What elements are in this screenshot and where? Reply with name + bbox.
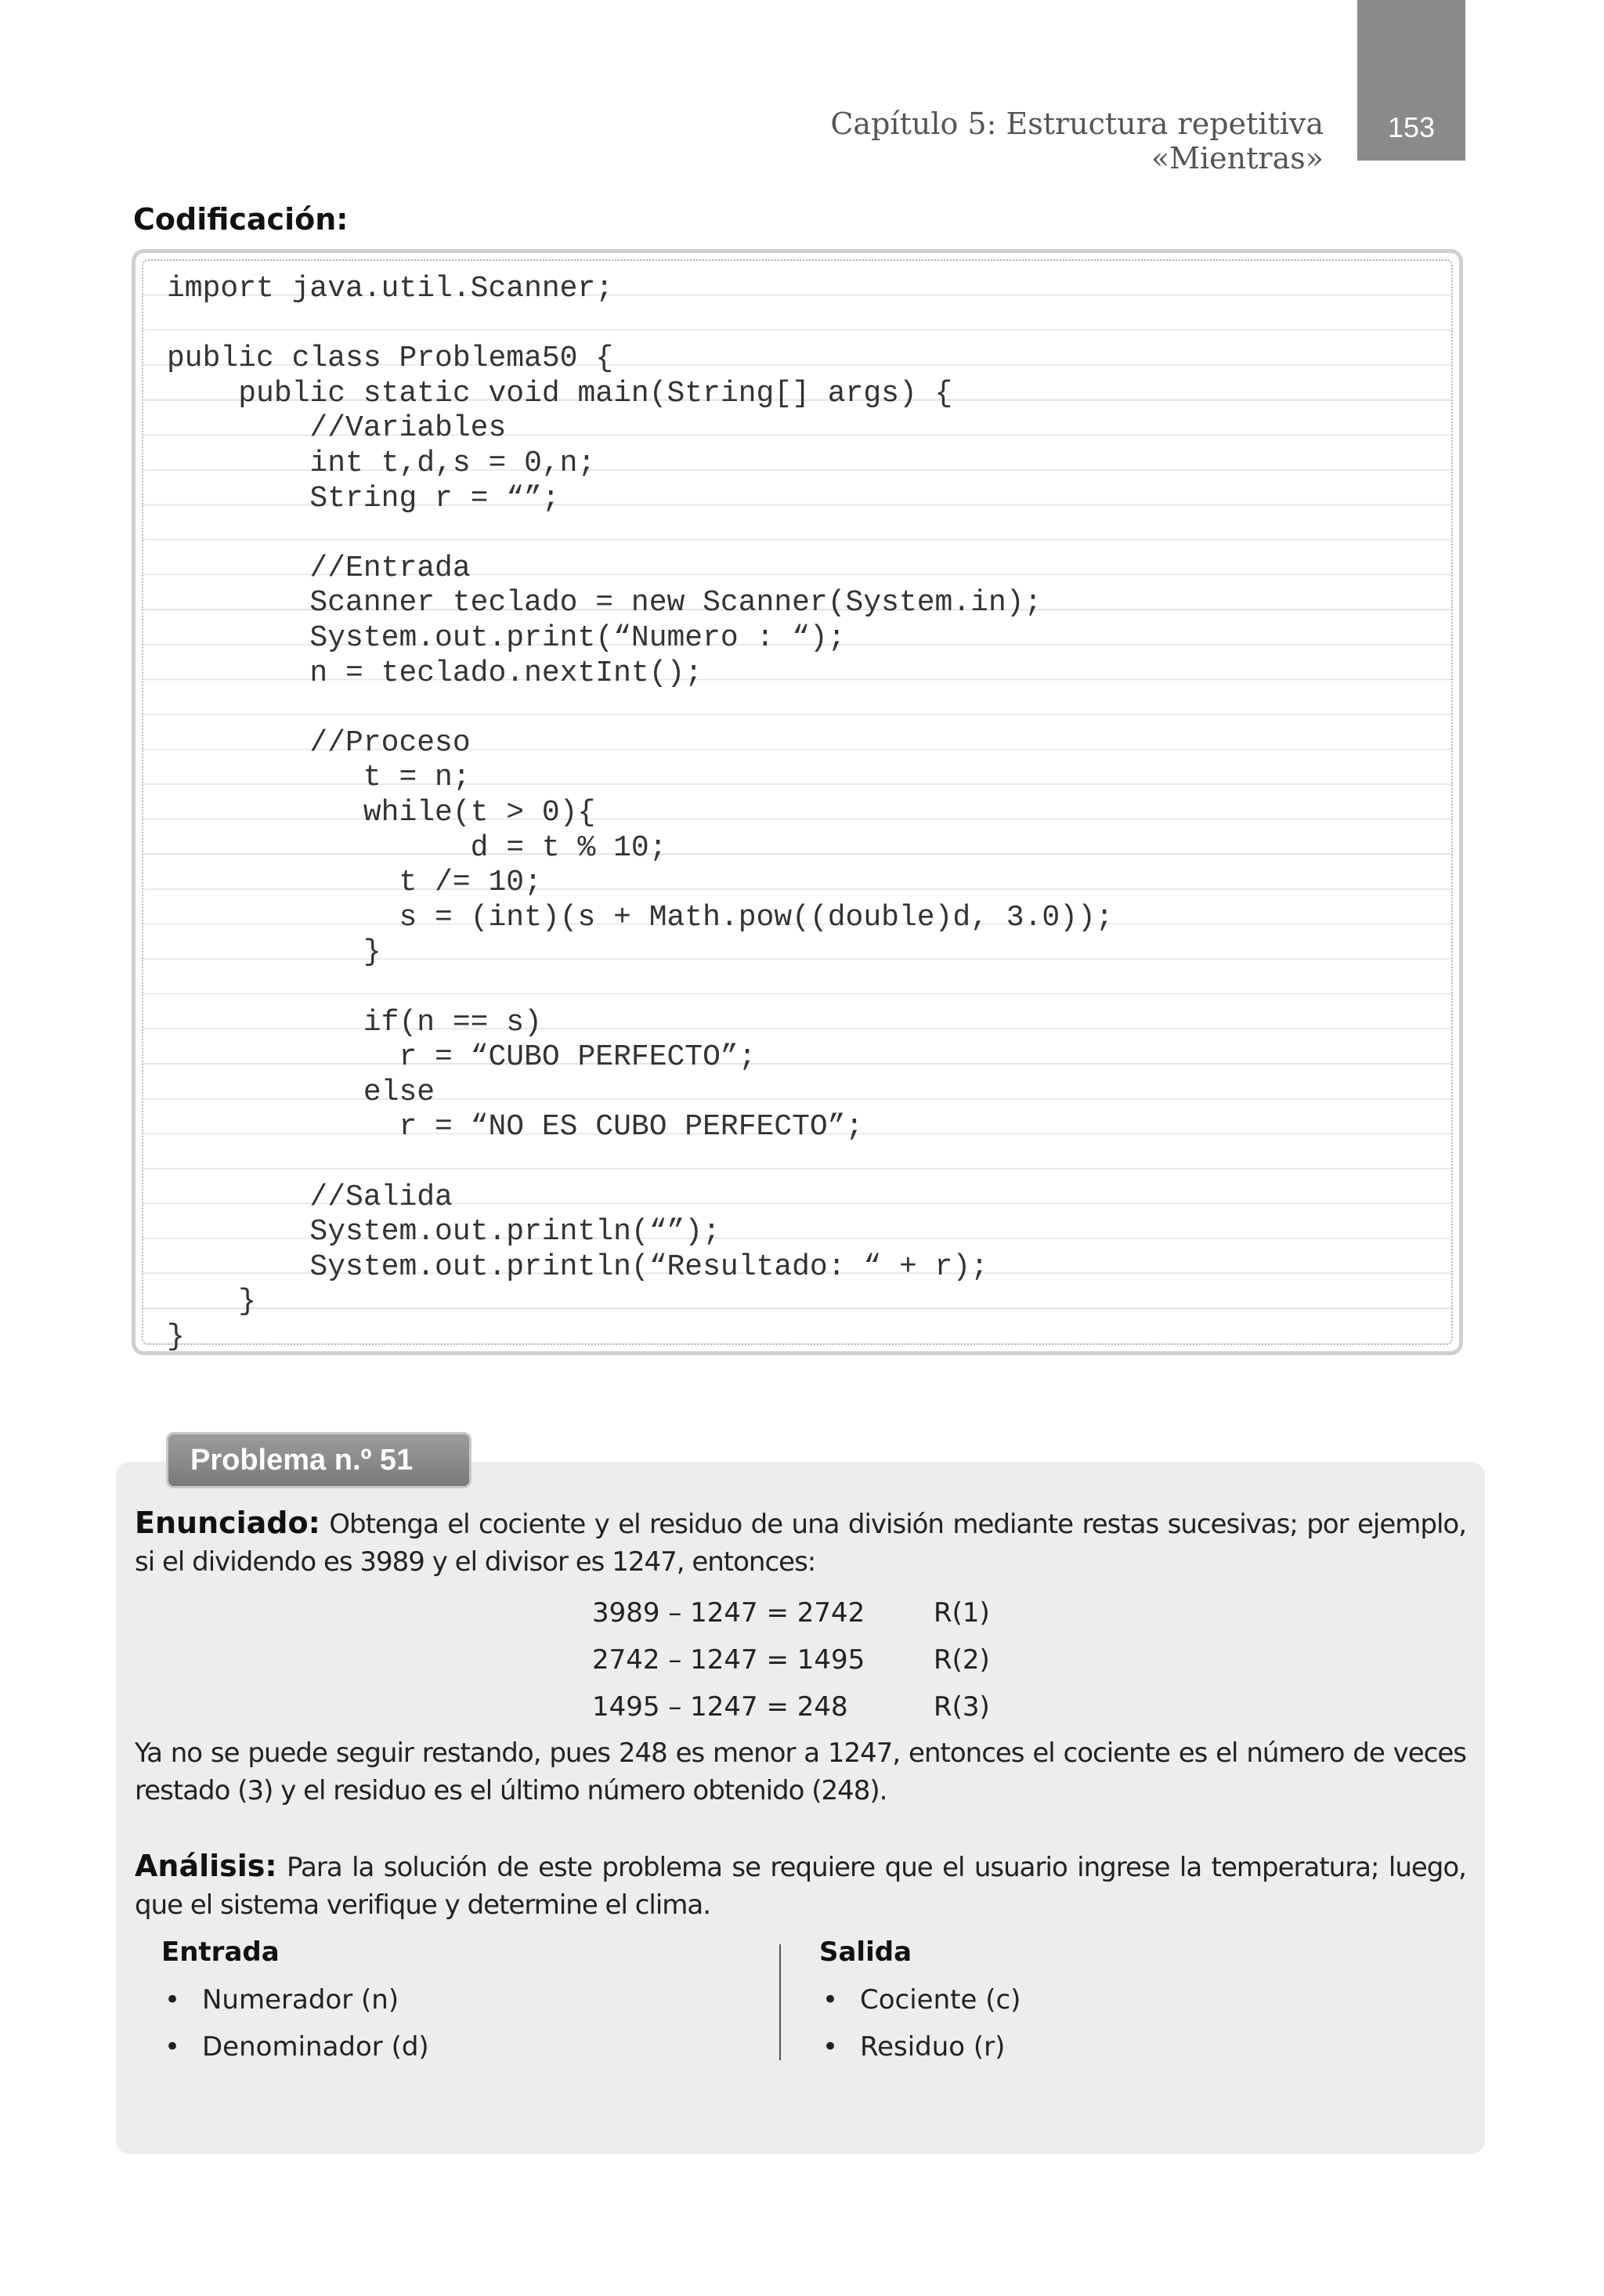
code-line: public static void main(String[] args) { <box>167 376 953 410</box>
code-line: while(t > 0){ <box>167 796 596 830</box>
code-line: r = “NO ES CUBO PERFECTO”; <box>167 1110 864 1144</box>
bullet-icon: • <box>822 2031 839 2063</box>
example-operation: 2742 – 1247 = 1495 <box>592 1644 865 1676</box>
code-line: String r = “”; <box>167 481 560 515</box>
enunciado-label: Enunciado: <box>135 1506 320 1540</box>
bullet-icon: • <box>164 1984 181 2016</box>
code-line: r = “CUBO PERFECTO”; <box>167 1040 757 1075</box>
page-number-tab <box>1357 0 1465 161</box>
salida-item: • Cociente (c) <box>822 1980 1021 2019</box>
code-line: //Variables <box>167 411 507 446</box>
codificacion-heading: Codificación: <box>133 202 349 237</box>
code-line: int t,d,s = 0,n; <box>167 447 596 480</box>
example-row <box>592 1593 990 1633</box>
code-line: System.out.print(“Numero : “); <box>167 621 846 655</box>
code-line: Scanner teclado = new Scanner(System.in); <box>167 586 1042 620</box>
code-line: if(n == s) <box>167 1005 542 1040</box>
example-result: R(2) <box>934 1644 990 1676</box>
code-line: public class Problema50 { <box>167 342 614 376</box>
code-block-inner <box>142 259 1453 1354</box>
code-line: } <box>167 1285 257 1319</box>
analisis-label: Análisis: <box>135 1849 277 1883</box>
code-block <box>132 249 1463 1355</box>
problem-tab: Problema n.º 51 <box>166 1432 471 1488</box>
analisis-paragraph <box>135 1847 1466 1924</box>
code-line: } <box>167 935 381 970</box>
code-line: System.out.println(“Resultado: “ + r); <box>167 1249 988 1284</box>
code-line: else <box>167 1075 435 1109</box>
bullet-icon: • <box>164 2031 181 2063</box>
bullet-icon: • <box>822 1984 839 2016</box>
code-line: n = teclado.nextInt(); <box>167 656 703 690</box>
code-line: //Salida <box>167 1180 453 1214</box>
entrada-item: • Denominador (d) <box>164 2027 429 2066</box>
entrada-heading: Entrada <box>161 1936 280 1968</box>
example-result: R(1) <box>934 1597 990 1629</box>
example-row <box>592 1687 990 1727</box>
example-row <box>592 1640 990 1680</box>
page-number: 153 <box>1387 111 1436 143</box>
example-operation: 3989 – 1247 = 2742 <box>592 1597 865 1629</box>
analisis-text: Para la solución de este problema se requiere que el usuario ingrese la temperatura; luego, que el sistema verifique y determine el clima. <box>135 1852 1466 1921</box>
salida-heading: Salida <box>819 1936 912 1968</box>
example-result: R(3) <box>934 1691 990 1723</box>
code-line: } <box>167 1320 185 1354</box>
code-line: t /= 10; <box>167 866 542 900</box>
conclusion-paragraph: Ya no se puede seguir restando, pues 248 es menor a 1247, entonces el cociente es el número de veces restado (3) y el residuo es el último número obtenido (248). <box>135 1737 1466 1806</box>
salida-item: • Residuo (r) <box>822 2027 1005 2066</box>
code-line: //Entrada <box>167 551 471 585</box>
enunciado-text: Obtenga el cociente y el residuo de una división mediante restas sucesivas; por ejemplo, si el dividendo es 3989 y el divisor es 1247, entonces: <box>135 1509 1466 1578</box>
code-line: System.out.println(“”); <box>167 1215 721 1249</box>
enunciado-paragraph <box>135 1504 1466 1581</box>
code-line: t = n; <box>167 761 471 795</box>
example-operation: 1495 – 1247 = 248 <box>592 1691 848 1723</box>
chapter-title: Capítulo 5: Estructura repetitiva «Mientras» <box>830 107 1324 175</box>
code-line: //Proceso <box>167 725 471 760</box>
code-line: d = t % 10; <box>167 830 667 865</box>
entrada-item: • Numerador (n) <box>164 1980 399 2019</box>
code-line: import java.util.Scanner; <box>167 272 614 306</box>
code-line: s = (int)(s + Math.pow((double)d, 3.0)); <box>167 900 1114 935</box>
column-divider <box>779 1944 781 2060</box>
